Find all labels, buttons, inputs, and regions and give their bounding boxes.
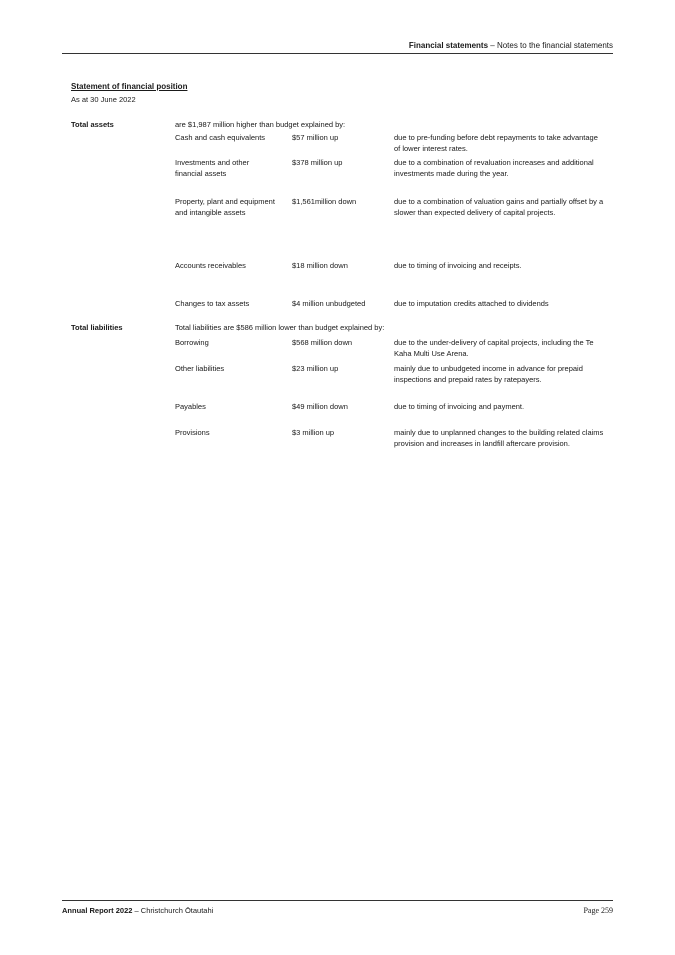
statement-title: Statement of financial position xyxy=(71,82,188,91)
row-reason: mainly due to unbudgeted income in advance for prepaid inspections and prepaid rates by ratepayers. xyxy=(394,364,583,384)
row-item: Borrowing xyxy=(175,338,209,347)
row-reason: due to pre-funding before debt repayments to take advantage of lower interest rates. xyxy=(394,133,598,153)
header-separator: – xyxy=(488,41,497,50)
footer-city: Christchurch Ōtautahi xyxy=(140,906,214,915)
row-change: $378 million up xyxy=(292,158,343,167)
header-section: Financial statements xyxy=(408,41,489,50)
row-reason: due to a combination of valuation gains and partially offset by a slower than expected delivery of capital projects. xyxy=(394,197,604,217)
footer-report xyxy=(62,906,213,915)
footer-separator: – xyxy=(132,906,141,915)
row-change: $18 million down xyxy=(292,261,348,270)
row-reason: mainly due to unplanned changes to the building related claims provision and increases in landfill aftercare provision. xyxy=(394,428,604,448)
statement-date: As at 30 June 2022 xyxy=(71,95,136,104)
row-change: $4 million unbudgeted xyxy=(292,299,366,308)
row-item: Property, plant and equipment and intangible assets xyxy=(175,197,275,217)
row-change: $57 million up xyxy=(292,133,339,142)
row-item: Accounts receivables xyxy=(175,261,246,270)
row-change: $568 million down xyxy=(292,338,353,347)
row-item: Investments and other financial assets xyxy=(175,158,250,178)
page-footer xyxy=(62,900,613,915)
row-reason: due to imputation credits attached to dividends xyxy=(394,299,549,308)
row-item: Changes to tax assets xyxy=(175,299,250,308)
row-change: $1,561million down xyxy=(292,197,357,206)
page-header xyxy=(62,40,613,54)
row-item: Other liabilities xyxy=(175,364,225,373)
row-reason: due to a combination of revaluation increases and additional investments made during the year. xyxy=(394,158,594,178)
row-item: Cash and cash equivalents xyxy=(175,133,266,142)
total-assets-intro: are $1,987 million higher than budget explained by: xyxy=(175,120,346,129)
row-change: $23 million up xyxy=(292,364,339,373)
row-reason: due to the under-delivery of capital projects, including the Te Kaha Multi Use Arena. xyxy=(394,338,594,358)
row-change: $49 million down xyxy=(292,402,348,411)
header-subtitle: Notes to the financial statements xyxy=(496,41,613,50)
row-reason: due to timing of invoicing and payment. xyxy=(394,402,525,411)
row-item: Provisions xyxy=(175,428,210,437)
total-liabilities-intro: Total liabilities are $586 million lower than budget explained by: xyxy=(175,323,385,332)
total-assets-label: Total assets xyxy=(71,120,114,129)
page-number: Page 259 xyxy=(583,906,613,915)
row-change: $3 million up xyxy=(292,428,335,437)
footer-report-title: Annual Report 2022 xyxy=(62,906,133,915)
row-reason: due to timing of invoicing and receipts. xyxy=(394,261,522,270)
total-liabilities-label: Total liabilities xyxy=(71,323,123,332)
row-item: Payables xyxy=(175,402,206,411)
